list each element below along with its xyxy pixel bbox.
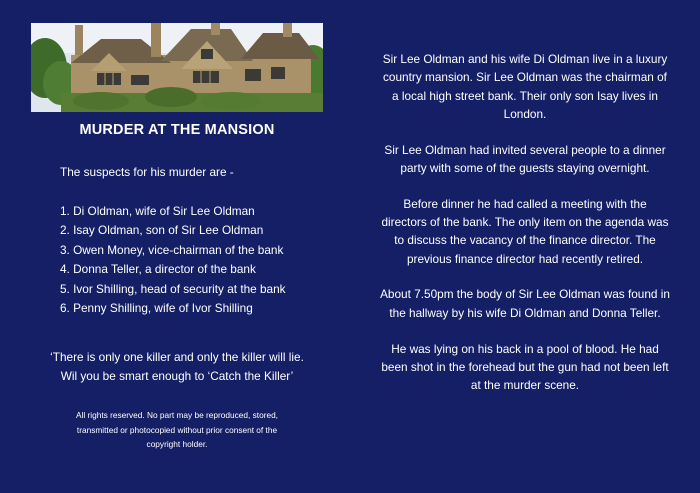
- suspect-item: 5. Ivor Shilling, head of security at the bank: [60, 281, 286, 296]
- suspect-item: 4. Donna Teller, a director of the bank: [60, 262, 256, 277]
- tagline-quote: [31, 348, 323, 386]
- copyright-line: All rights reserved. No part may be reproduced, stored,: [76, 410, 278, 420]
- copyright-line: transmitted or photocopied without prior consent of the: [76, 424, 278, 435]
- suspect-item: 6. Penny Shilling, wife of Ivor Shilling: [60, 300, 253, 315]
- page-title: MURDER AT THE MANSION: [79, 122, 275, 138]
- story-paragraph: Sir Lee Oldman and his wife Di Oldman live in a luxury country mansion. Sir Lee Oldman was the chairman of a local high street bank. Their only son Isay lives in London.: [382, 52, 668, 121]
- story-paragraph: He was lying on his back in a pool of blood. He had been shot in the forehead but the gun had not been left at the murder scene.: [381, 341, 669, 393]
- story-paragraph: Sir Lee Oldman had invited several people to a dinner party with some of the guests staying overnight.: [384, 142, 666, 175]
- quote-line: Wil you be smart enough to ‘Catch the Killer’: [60, 369, 294, 383]
- story-paragraph: Before dinner he had called a meeting with the directors of the bank. The only item on the agenda was to discuss the vacancy of the finance director. The previous finance director had recently retired.: [381, 196, 669, 266]
- suspect-list: [60, 202, 286, 318]
- suspects-intro: The suspects for his murder are -: [60, 165, 234, 179]
- suspect-item: 3. Owen Money, vice-chairman of the bank: [60, 242, 284, 257]
- suspect-item: 1. Di Oldman, wife of Sir Lee Oldman: [60, 204, 255, 218]
- story-text: [380, 50, 670, 412]
- story-paragraph: About 7.50pm the body of Sir Lee Oldman was found in the hallway by his wife Di Oldman and Donna Teller.: [380, 287, 670, 320]
- suspect-item: 2. Isay Oldman, son of Sir Lee Oldman: [60, 223, 264, 238]
- copyright-line: copyright holder.: [146, 439, 208, 449]
- copyright-notice: [31, 408, 323, 452]
- quote-line: ‘There is only one killer and only the killer will lie.: [50, 350, 304, 364]
- mansion-photo: [31, 23, 323, 112]
